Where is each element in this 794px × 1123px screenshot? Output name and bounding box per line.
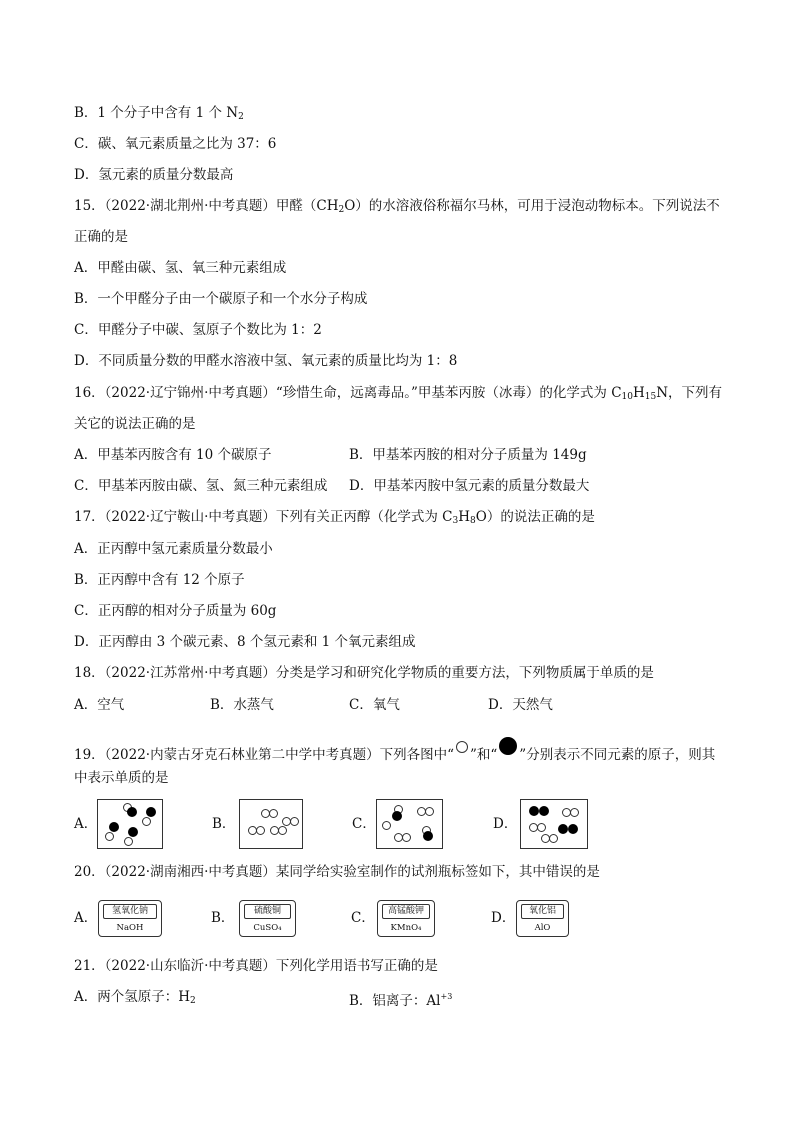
atom-white — [105, 832, 114, 841]
reagent-label-b — [239, 900, 296, 937]
q15-stem-line2: 正确的是 — [74, 229, 128, 245]
reagent-label-d — [516, 900, 569, 937]
q20-option-c: C． — [351, 910, 375, 926]
q21-option-b: B．铝离子：$Al^{+3}$ — [349, 992, 453, 1009]
atom-white — [382, 821, 391, 830]
reagent-label-a — [98, 900, 162, 937]
atom-black — [392, 811, 402, 821]
q18-stem: 18．（2022·江苏常州·中考真题）分类是学习和研究化学物质的重要方法，下列物质属于单质的是 — [74, 665, 654, 681]
atom-black — [558, 824, 568, 834]
q19-option-d: D． — [493, 816, 518, 832]
atom-black — [127, 807, 137, 817]
atom-white — [142, 817, 151, 826]
q17-option-c: C．正丙醇的相对分子质量为 60g — [74, 603, 277, 619]
q21-stem: 21．（2022·山东临沂·中考真题）下列化学用语书写正确的是 — [74, 958, 438, 974]
q16-option-a: A．甲基苯丙胺含有 10 个碳原子 — [74, 447, 272, 463]
q15-option-b: B．一个甲醛分子由一个碳原子和一个水分子构成 — [74, 291, 368, 307]
q19-stem: 19．（2022·内蒙古牙克石林业第二中学中考真题）下列各图中“ ”和“ ”分别表示不同元素的原子，则其 — [74, 737, 715, 765]
atom-black — [568, 824, 578, 834]
q15-option-c: C．甲醛分子中碳、氢原子个数比为 1：2 — [74, 322, 322, 338]
q21-option-a: A．两个氢原子：$H_2$ — [74, 989, 196, 1006]
q19-option-b: B． — [212, 816, 236, 832]
q17-option-d: D．正丙醇由 3 个碳元素、8 个氢元素和 1 个氧元素组成 — [74, 634, 416, 650]
atom-white — [256, 826, 265, 835]
q20-option-a: A． — [74, 910, 98, 926]
q19-stem-line2: 中表示单质的是 — [74, 770, 169, 786]
atom-white — [537, 823, 546, 832]
q14-option-d: D．氢元素的质量分数最高 — [74, 167, 234, 183]
reagent-name: 高锰酸钾 — [382, 904, 430, 919]
q15-stem: 15．（2022·湖北荆州·中考真题）甲醛$(CH_2O)$的水溶液俗称福尔马林，可用于浸泡动物标本。下列说法不 — [74, 198, 720, 215]
white-atom-icon — [456, 741, 468, 753]
q16-stem-line2: 关它的说法正确的是 — [74, 416, 196, 432]
reagent-formula: AlO — [534, 923, 551, 933]
q19-diagram-c — [376, 799, 443, 849]
reagent-formula: CuSO₄ — [253, 923, 282, 933]
atom-white — [425, 807, 434, 816]
reagent-formula: KMnO₄ — [390, 923, 422, 933]
q15-option-a: A．甲醛由碳、氢、氧三种元素组成 — [74, 260, 287, 276]
atom-black — [423, 831, 433, 841]
q19-diagram-b — [239, 799, 303, 849]
atom-black — [128, 827, 138, 837]
atom-black — [529, 806, 539, 816]
q16-option-c: C．甲基苯丙胺由碳、氢、氮三种元素组成 — [74, 478, 328, 494]
q16-stem: 16．（2022·辽宁锦州·中考真题）“珍惜生命，远离毒品。”甲基苯丙胺（冰毒）的化学式为 $C_{10}H_{15}N$，下列有 — [74, 385, 723, 402]
atom-white — [549, 834, 558, 843]
q15-option-d: D．不同质量分数的甲醛水溶液中氢、氧元素的质量比均为 1：8 — [74, 353, 458, 369]
reagent-label-c — [377, 900, 435, 937]
q18-option-d: D．天然气 — [488, 697, 553, 713]
q16-option-b: B．甲基苯丙胺的相对分子质量为 149g — [349, 447, 587, 463]
reagent-name: 氧化铝 — [521, 904, 564, 919]
reagent-formula: NaOH — [116, 923, 144, 933]
atom-black — [146, 807, 156, 817]
q20-option-d: D． — [491, 910, 516, 926]
atom-white — [570, 808, 579, 817]
atom-white — [278, 826, 287, 835]
q17-option-b: B．正丙醇中含有 12 个原子 — [74, 572, 245, 588]
q16-option-d: D．甲基苯丙胺中氢元素的质量分数最大 — [349, 478, 590, 494]
q14-option-b: B．1 个分子中含有 1 个 $N_2$ — [74, 105, 244, 122]
q20-stem: 20．（2022·湖南湘西·中考真题）某同学给实验室制作的试剂瓶标签如下，其中错误的是 — [74, 864, 600, 880]
atom-white — [124, 837, 133, 846]
q20-option-b: B． — [211, 910, 235, 926]
q19-diagram-d — [520, 799, 588, 849]
q19-option-a: A． — [74, 816, 98, 832]
atom-black — [539, 806, 549, 816]
black-atom-icon — [499, 737, 517, 755]
q18-option-b: B．水蒸气 — [210, 697, 274, 713]
atom-black — [109, 822, 119, 832]
atom-white — [269, 809, 278, 818]
q19-diagram-a — [97, 799, 163, 849]
q17-stem: 17．（2022·辽宁鞍山·中考真题）下列有关正丙醇（化学式为 $C_3H_8O$）的说法正确的是 — [74, 509, 595, 526]
q18-option-c: C．氧气 — [349, 697, 400, 713]
atom-white — [402, 833, 411, 842]
atom-white — [290, 817, 299, 826]
q19-option-c: C． — [352, 816, 376, 832]
q17-option-a: A．正丙醇中氢元素质量分数最小 — [74, 541, 273, 557]
q14-option-c: C．碳、氧元素质量之比为 37：6 — [74, 136, 277, 152]
reagent-name: 氢氧化钠 — [103, 904, 157, 919]
reagent-name: 硫酸铜 — [244, 904, 291, 919]
q18-option-a: A．空气 — [74, 697, 125, 713]
